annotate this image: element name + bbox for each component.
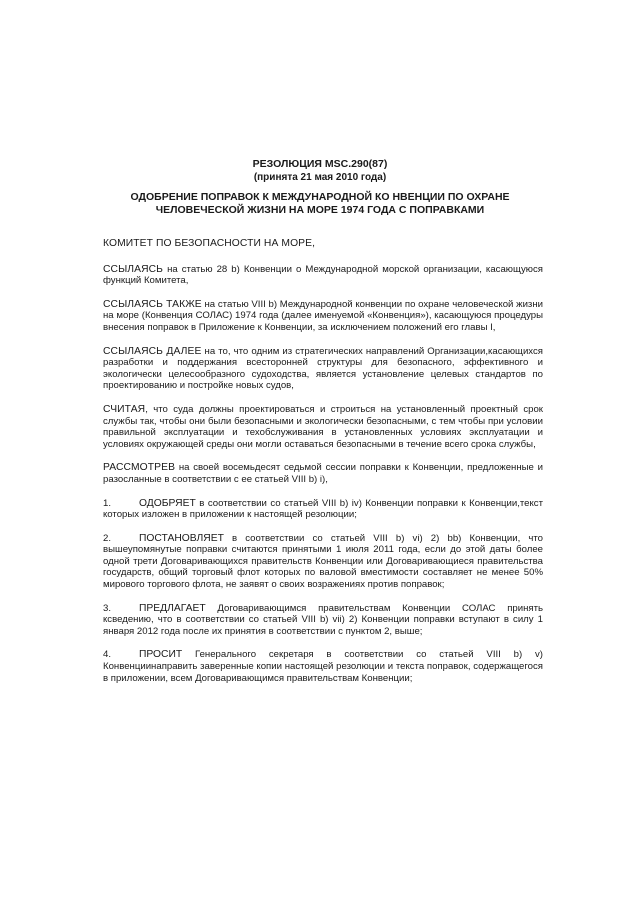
resolution-title: РЕЗОЛЮЦИЯ MSC.290(87) bbox=[252, 158, 388, 170]
paragraph-number: 3. bbox=[103, 602, 112, 614]
resolution-heading bbox=[0, 191, 640, 217]
paragraph-number: 4. bbox=[103, 649, 112, 661]
paragraph-number: 2. bbox=[103, 532, 112, 544]
committee-line: КОМИТЕТ ПО БЕЗОПАСНОСТИ НА МОРЕ, bbox=[103, 238, 316, 249]
paragraph-text: в соответствии со статьей VIII b) vi) 2) bb) Конвенции, что вышеупомянутые поправки считаются принятыми 1 июля 2011 года, если до этой даты более одной трети Договаривающихся правительств Конвенции или Договаривающиеся правительства государств, общий торговый флот которых по валовой вместимости составляет не менее 50% мирового торгового флота, не заявят о своих возражениях против поправок; bbox=[103, 532, 543, 591]
paragraph-lead: ПРОСИТ bbox=[139, 649, 183, 661]
paragraph-lead: ССЫЛАЯСЬ bbox=[103, 263, 164, 275]
paragraph-text: на статью VIII b) Международной конвенции по охране человеческой жизни на море (Конвенция СОЛАС) 1974 года (далее именуемой «Конвенция»), касающуюся процедуры внесения поправок в Приложение к Конвенции, за исключением положений его главы I, bbox=[103, 298, 543, 333]
paragraph-lead: ОДОБРЯЕТ bbox=[139, 497, 196, 509]
preamble-paragraph-1 bbox=[103, 264, 543, 287]
document-body bbox=[103, 238, 543, 696]
document-header bbox=[0, 158, 640, 184]
paragraph-lead: ПРЕДЛАГАЕТ bbox=[139, 602, 206, 614]
paragraph-text: на то, что одним из стратегических направлений Организации,касающихся разработки и поддержания всесторонней структуры для безопасного, эффективного и экологически целесообразного судоходства, является установление целевых стандартов по проектированию и постройке новых судов, bbox=[103, 345, 543, 392]
heading-line-2: ЧЕЛОВЕЧЕСКОЙ ЖИЗНИ НА МОРЕ 1974 ГОДА С ПОПРАВКАМИ bbox=[155, 204, 485, 216]
paragraph-text: на своей восемьдесят седьмой сессии поправки к Конвенции, предложенные и разосланные в соответствии с ее статьей VIII b) i), bbox=[103, 462, 543, 485]
paragraph-number: 1. bbox=[103, 497, 112, 509]
preamble-paragraph-5 bbox=[103, 462, 543, 485]
paragraph-lead: ПОСТАНОВЛЯЕТ bbox=[139, 532, 224, 544]
adopted-date: (принята 21 мая 2010 года) bbox=[253, 172, 387, 183]
paragraph-text: , что суда должны проектироваться и строиться на установленный проектный срок службы так, чтобы они были безопасными и экологически безопасными, с тем чтобы при условии правильной эксплуатации и техобслуживания в установленных условиях эксплуатации и условиях окружающей среды они могли оставаться безопасными в течение всего срока службы, bbox=[103, 403, 543, 450]
paragraph-lead: РАССМОТРЕВ bbox=[103, 462, 176, 474]
operative-paragraph-2 bbox=[103, 533, 543, 591]
preamble-paragraph-3 bbox=[103, 346, 543, 392]
paragraph-text: на статью 28 b) Конвенции о Международной морской организации, касающуюся функций Комитета, bbox=[103, 263, 543, 287]
paragraph-lead: ССЫЛАЯСЬ ТАКЖЕ bbox=[103, 298, 202, 310]
paragraph-text: Договаривающимся правительствам Конвенции СОЛАС принять ксведению, что в соответствии со статьей VIII b) vii) 2) Конвенции поправки вступают в силу 1 января 2012 года после их принятия в соответствии с пунктом 2, выше; bbox=[103, 602, 543, 637]
operative-paragraph-4 bbox=[103, 649, 543, 684]
preamble-paragraph-2 bbox=[103, 299, 543, 334]
paragraph-lead: СЧИТАЯ bbox=[103, 403, 146, 415]
paragraph-text: в соответствии со статьей VIII b) iv) Конвенции поправки к Конвенции,текст которых изложен в приложении к настоящей резолюции; bbox=[103, 497, 543, 521]
operative-paragraph-3 bbox=[103, 603, 543, 638]
heading-line-1: ОДОБРЕНИЕ ПОПРАВОК К МЕЖДУНАРОДНОЙ КО НВЕНЦИИ ПО ОХРАНЕ bbox=[130, 191, 510, 203]
preamble-paragraph-4 bbox=[103, 404, 543, 450]
operative-paragraph-1 bbox=[103, 498, 543, 521]
paragraph-text: Генерального секретаря в соответствии со статьей VIII b) v) Конвенциинаправить заверенные копии настоящей резолюции и текста поправок, содержащегося в приложении, всем Договаривающимся правительствам Конвенции; bbox=[103, 649, 543, 684]
paragraph-lead: ССЫЛАЯСЬ ДАЛЕЕ bbox=[103, 345, 202, 357]
